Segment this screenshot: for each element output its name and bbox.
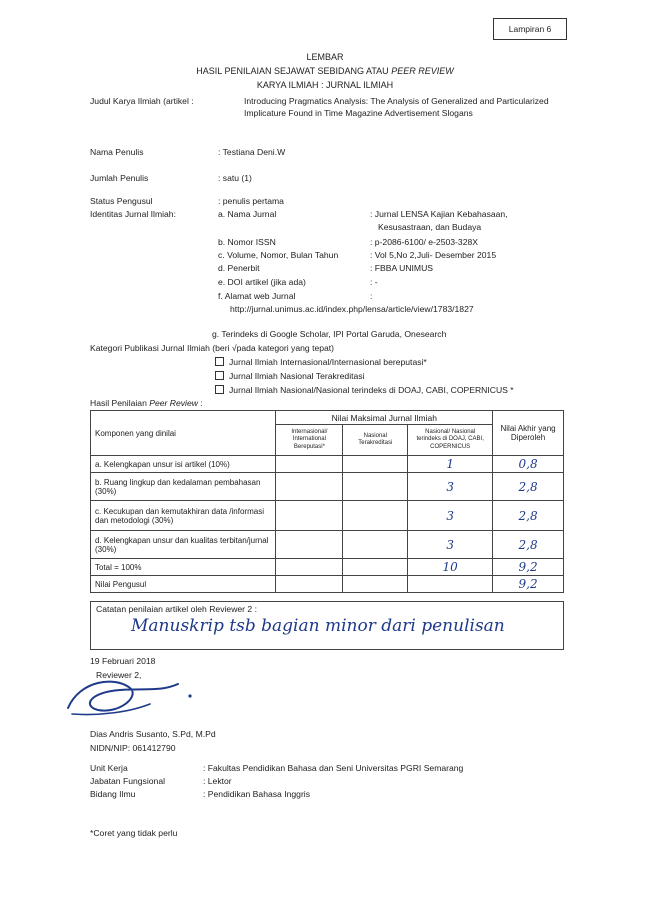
maks-cell: 3 — [408, 473, 493, 501]
col-nasional: Nasional Terakreditasi — [343, 425, 408, 456]
pengusul-akhir: 9,2 — [493, 576, 564, 593]
reviewer-label: Reviewer 2, — [96, 670, 142, 680]
komponen-cell: a. Kelengkapan unsur isi artikel (10%) — [91, 456, 276, 473]
col-internasional: Internasional/ International Bereputasi* — [276, 425, 343, 456]
akhir-cell: 2,8 — [493, 531, 564, 559]
nama-penulis-label: Nama Penulis — [90, 147, 144, 157]
kategori-option-label: Jurnal Ilmiah Internasional/Internasional bereputasi* — [229, 357, 427, 367]
identitas-key: f. Alamat web Jurnal — [218, 291, 296, 301]
catatan-label: Catatan penilaian artikel oleh Reviewer 2 : — [96, 604, 257, 614]
reviewer-name: Dias Andris Susanto, S.Pd, M.Pd — [90, 729, 216, 739]
identitas-key: a. Nama Jurnal — [218, 209, 277, 219]
unit-kerja-label: Unit Kerja — [90, 763, 128, 773]
reviewer-nidn: NIDN/NIP: 061412790 — [90, 743, 176, 753]
kategori-checkbox[interactable] — [215, 357, 224, 366]
identitas-key: b. Nomor ISSN — [218, 237, 276, 247]
komponen-cell: b. Ruang lingkup dan kedalaman pembahasan (30%) — [91, 473, 276, 501]
kategori-option-label: Jurnal Ilmiah Nasional/Nasional terindeks di DOAJ, CABI, COPERNICUS * — [229, 385, 514, 395]
maks-cell: 3 — [408, 531, 493, 559]
col-komponen: Komponen yang dinilai — [91, 411, 276, 456]
catatan-box — [90, 601, 564, 650]
table-row — [91, 531, 564, 559]
total-akhir: 9,2 — [493, 559, 564, 576]
kategori-checkbox[interactable] — [215, 385, 224, 394]
kategori-checkbox[interactable] — [215, 371, 224, 380]
signature-image — [60, 670, 210, 725]
pengusul-label: Nilai Pengusul — [91, 576, 276, 593]
date: 19 Februari 2018 — [90, 656, 156, 666]
identitas-key: d. Penerbit — [218, 263, 260, 273]
identitas-value: : — [370, 291, 373, 301]
hasil-label-italic: Peer Review — [149, 398, 198, 408]
table-row-pengusul — [91, 576, 564, 593]
identitas-value: : FBBA UNIMUS — [370, 263, 434, 273]
status-pengusul-label: Status Pengusul — [90, 196, 153, 206]
jurnal-url: http://jurnal.unimus.ac.id/index.php/lensa/article/view/1783/1827 — [230, 304, 474, 314]
kategori-option — [215, 384, 514, 396]
judul-label: Judul Karya Ilmiah (artikel : — [90, 96, 194, 106]
catatan-handwritten: Manuskrip tsb bagian minor dari penulisan — [131, 616, 505, 636]
bidang-label: Bidang Ilmu — [90, 789, 136, 799]
header-line2 — [0, 66, 650, 76]
total-maks: 10 — [408, 559, 493, 576]
hasil-label — [90, 397, 203, 409]
maks-cell: 3 — [408, 501, 493, 531]
akhir-cell: 0,8 — [493, 456, 564, 473]
kategori-option-label: Jurnal Ilmiah Nasional Terakreditasi — [229, 371, 365, 381]
identitas-value: : - — [370, 277, 378, 287]
identitas-key: c. Volume, Nomor, Bulan Tahun — [218, 250, 339, 260]
identitas-key: e. DOI artikel (jika ada) — [218, 277, 306, 287]
kategori-option — [215, 356, 427, 368]
table-row-total — [91, 559, 564, 576]
komponen-cell: d. Kelengkapan unsur dan kualitas terbitan/jurnal (30%) — [91, 531, 276, 559]
table-row — [91, 473, 564, 501]
footnote: *Coret yang tidak perlu — [90, 828, 178, 838]
total-label: Total = 100% — [91, 559, 276, 576]
kategori-option — [215, 370, 365, 382]
col-nilai-maks: Nilai Maksimal Jurnal Ilmiah — [276, 411, 493, 425]
col-nilai-akhir: Nilai Akhir yang Diperoleh — [493, 411, 564, 456]
bidang-value: : Pendidikan Bahasa Inggris — [203, 789, 311, 799]
header-line1: LEMBAR — [306, 52, 344, 62]
jabatan-value: : Lektor — [203, 776, 232, 786]
header-line3: KARYA ILMIAH : JURNAL ILMIAH — [256, 80, 394, 90]
nama-penulis-value: : Testiana Deni.W — [218, 147, 286, 157]
unit-kerja-value: : Fakultas Pendidikan Bahasa dan Seni Universitas PGRI Semarang — [203, 763, 464, 773]
terindeks: g. Terindeks di Google Scholar, IPI Portal Garuda, Onesearch — [212, 329, 447, 339]
jabatan-label: Jabatan Fungsional — [90, 776, 166, 786]
identitas-value: Kesusastraan, dan Budaya — [378, 222, 482, 232]
jumlah-penulis-label: Jumlah Penulis — [90, 173, 149, 183]
akhir-cell: 2,8 — [493, 473, 564, 501]
judul-value: Introducing Pragmatics Analysis: The Analysis of Generalized and Particularized Implicature Found in Time Magazine Advertisement Slogans — [244, 96, 549, 118]
hasil-label-suffix: : — [197, 398, 203, 408]
maks-cell: 1 — [408, 456, 493, 473]
komponen-cell: c. Kecukupan dan kemutakhiran data /informasi dan metodologi (30%) — [91, 501, 276, 531]
jumlah-penulis-value: : satu (1) — [218, 173, 252, 183]
identitas-label: Identitas Jurnal Ilmiah: — [90, 209, 176, 219]
hasil-label-prefix: Hasil Penilaian — [90, 398, 150, 408]
akhir-cell: 2,8 — [493, 501, 564, 531]
score-table — [90, 410, 564, 593]
identitas-value: : Vol 5,No 2,Juli- Desember 2015 — [370, 250, 497, 260]
table-row — [91, 456, 564, 473]
kategori-label: Kategori Publikasi Jurnal Ilmiah (beri √pada kategori yang tepat) — [90, 343, 335, 353]
header-line2-italic: PEER REVIEW — [391, 66, 454, 76]
col-nasional-terindeks: Nasional/ Nasional terindeks di DOAJ, CABI, COPERNICUS — [408, 425, 493, 456]
lampiran-box: Lampiran 6 — [493, 18, 567, 40]
identitas-value: : p-2086-6100/ e-2503-328X — [370, 237, 478, 247]
status-pengusul-value: : penulis pertama — [218, 196, 284, 206]
header-line2-prefix: HASIL PENILAIAN SEJAWAT SEBIDANG ATAU — [196, 66, 392, 76]
identitas-value: : Jurnal LENSA Kajian Kebahasaan, — [370, 209, 508, 219]
table-row — [91, 501, 564, 531]
